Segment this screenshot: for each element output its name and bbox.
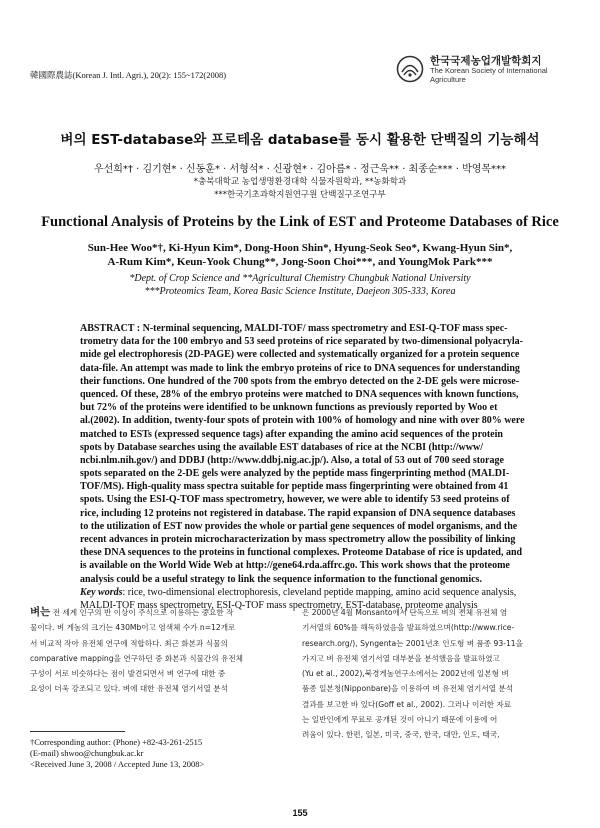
body-line: research.org/), Syngenta는 2001년초 인도형 벼 품종 93-11을 <box>302 638 523 648</box>
body-line: 은 2000년 4월 Monsanto에서 단독으로 벼의 전체 유전체 염 <box>302 608 508 617</box>
page-number: 155 <box>292 808 308 818</box>
abstract-line: rice, including 12 proteins not registered in database. The rapid expansion of DNA sequence databases <box>80 507 516 519</box>
footnote-divider <box>30 731 125 732</box>
abstract-line: but 72% of the proteins were identified to be unknown functions as previously reported by Woo et <box>80 402 498 414</box>
abstract-line: trometry data for the 100 embryo and 53 seed proteins of rice separated by two-dimensional polyacryla- <box>80 336 524 348</box>
abstract-line: recent advances in protein microcharacterization by mass spectrometry allow the possibility of linking <box>80 534 516 545</box>
abstract-line: spots. Using the ESI-Q-TOF mass spectrometry, however, we were able to identify 53 seed proteins of <box>80 494 510 506</box>
society-logo <box>396 55 566 95</box>
body-line: 품종 일본청(Nipponbare)을 이용하여 벼 유전체 염기서열 분석 <box>302 684 514 694</box>
keywords-line: MALDI-TOF mass spectrometry, ESI-Q-TOF mass spectrometry, EST-database, proteome analysis <box>80 599 478 611</box>
logo-english-name-1: The Korean Society of International <box>430 66 548 76</box>
abstract-line: matched to ESTs (expressed sequence tags) after expanding the amino acid sequences of the protein <box>80 428 503 440</box>
footnote-line: †Corresponding author: (Phone) +82-43-261-2515 <box>30 737 203 747</box>
logo-english-name-2: Agriculture <box>430 74 466 84</box>
korean-authors: 우선희*† · 김기현* · 신동훈* · 서형석* · 신광현* · 김아름* · 정근욱** · 최종순*** · 박영목*** <box>93 164 507 175</box>
korean-affiliations <box>0 176 600 202</box>
body-line: 요성이 더욱 강조되고 있다. 벼에 대한 유전체 염기서열 분석 <box>30 684 228 694</box>
body-column-right <box>302 605 557 743</box>
korean-affiliation-line: ***한국기초과학지원연구원 단백질구조연구부 <box>214 190 386 200</box>
dropcap: 벼는 <box>30 606 51 618</box>
korean-title: 벼의 EST-database와 프로테옴 database를 동시 활용한 단백질의 기능해석 <box>60 132 540 148</box>
body-line: 결과를 보고한 바 있다(Goff et al., 2002). 그러나 이러한 자료 <box>302 699 512 709</box>
english-title: Functional Analysis of Proteins by the Link of EST and Proteome Databases of Rice <box>41 214 559 230</box>
body-line: 물이다. 벼 게놈의 크기는 430Mb이고 염색체 수가 n=12개로 <box>30 623 236 633</box>
footnote <box>30 737 204 770</box>
body-line: 서 비교적 작아 유전체 연구에 적합하다. 최근 화본과 식물의 <box>30 638 228 648</box>
abstract-line: al.(2002). In addition, twenty-four spots of protein with 100% of homology and nine with over 80% were <box>80 415 525 427</box>
body-line: 가지고 벼 유전체 염기서열 대부분을 분석했음을 발표하였고 <box>302 653 500 663</box>
keywords-label: Key words <box>80 586 123 598</box>
abstract-line: data-file. An attempt was made to link the embryo proteins of rice to DNA sequences for understanding <box>80 362 520 374</box>
body-line: 는 일반인에게 무료로 공개된 것이 아니기 때문에 이용에 어 <box>302 715 498 725</box>
body-line <box>30 605 285 620</box>
society-emblem-icon <box>396 55 424 83</box>
body-line: (Yu et al., 2002),북경게놈연구소에서는 2002년에 일본형 벼 <box>302 669 509 679</box>
abstract-line: spots separated on the 2-DE gels were analyzed by the peptide mass fingerprinting method (MALDI- <box>80 468 510 480</box>
body-line: 려움이 있다. 한편, 일본, 미국, 중국, 한국, 대만, 인도, 태국, <box>302 730 500 740</box>
english-affiliations <box>0 272 600 298</box>
english-authors <box>0 241 600 269</box>
body-line: 구성이 서로 비슷하다는 점이 발견되면서 벼 연구에 대한 중 <box>30 669 226 679</box>
abstract-line: TOF/MS). High-quality mass spectra suitable for peptide mass fingerprinting were obtained from 41 <box>80 481 509 493</box>
english-affiliation-line: *Dept. of Crop Science and **Agricultural Chemistry Chungbuk National University <box>129 273 471 284</box>
keywords-line <box>80 586 530 599</box>
abstract-line: is available on the World Wide Web at http://gene64.rda.affrc.go. This work shows that the proteome <box>80 560 510 572</box>
abstract-line: quenced. Of these, 28% of the embryo proteins were matched to DNA sequences with known functions, <box>80 388 519 400</box>
abstract-line: analysis could be a useful strategy to link the sequence information to the functional genomics. <box>80 573 482 585</box>
abstract-line: mide gel electrophoresis (2D-PAGE) were collected and systematically organized for a protein sequence <box>80 349 520 361</box>
body-line: comparative mapping을 연구하던 중 화본과 식물간의 유전체 <box>30 653 244 663</box>
abstract-line: ABSTRACT : N-terminal sequencing, MALDI-TOF/ mass spectrometry and ESI-Q-TOF mass spec- <box>80 323 508 334</box>
footnote-line: (E-mail) shwoo@chungbuk.ac.kr <box>30 748 144 758</box>
english-affiliation-line: ***Proteomics Team, Korea Basic Science Institute, Daejeon 305-333, Korea <box>144 286 456 297</box>
korean-affiliation-line: *충북대학교 농업생명환경대학 식물자원학과, **농화학과 <box>193 177 407 187</box>
english-authors-line: Sun-Hee Woo*†, Ki-Hyun Kim*, Dong-Hoon Shin*, Hyung-Seok Seo*, Kwang-Hyun Sin*, <box>87 242 513 254</box>
abstract-line: ncbi.nlm.nih.gov/) and DDBJ (http://www.ddbj.nig.ac.jp/). Also, a total of 53 out of 700 seed storage <box>80 454 504 466</box>
body-column-left <box>30 605 285 697</box>
keywords-text: : rice, two-dimensional electrophoresis, cleveland peptide mapping, amino acid sequence analysis, <box>122 586 517 598</box>
journal-citation: 韓國際農誌(Korean J. Intl. Agri.), 20(2): 155~172(2008) <box>30 70 227 80</box>
abstract-line: these DNA sequences to the proteins in functional complexes. Proteome Database of rice is updated, and <box>80 547 523 559</box>
body-line-text: 전 세계 인구의 반 이상이 주식으로 이용하는 중요한 작 <box>50 608 234 617</box>
footnote-line: <Received June 3, 2008 / Accepted June 13, 2008> <box>30 759 205 769</box>
english-authors-line: A-Rum Kim*, Keun-Yook Chung**, Jong-Soon Choi***, and YoungMok Park*** <box>107 256 493 268</box>
abstract-line: spots by Database searches using the available EST databases of rice at the NCBI (http://www/ <box>80 441 483 453</box>
abstract <box>80 322 530 612</box>
logo-korean-name: 한국국제농업개발학회지 <box>430 55 542 67</box>
abstract-line: their functions. One hundred of the 700 spots from the embryo detected on the 2-DE gels were microse- <box>80 375 520 387</box>
body-line: 기서열의 60%를 해독하였음을 발표하였으며(http://www.rice- <box>302 623 515 633</box>
abstract-line: to the utilization of EST now provides the whole or partial gene sequences of model organisms, and the <box>80 520 518 532</box>
